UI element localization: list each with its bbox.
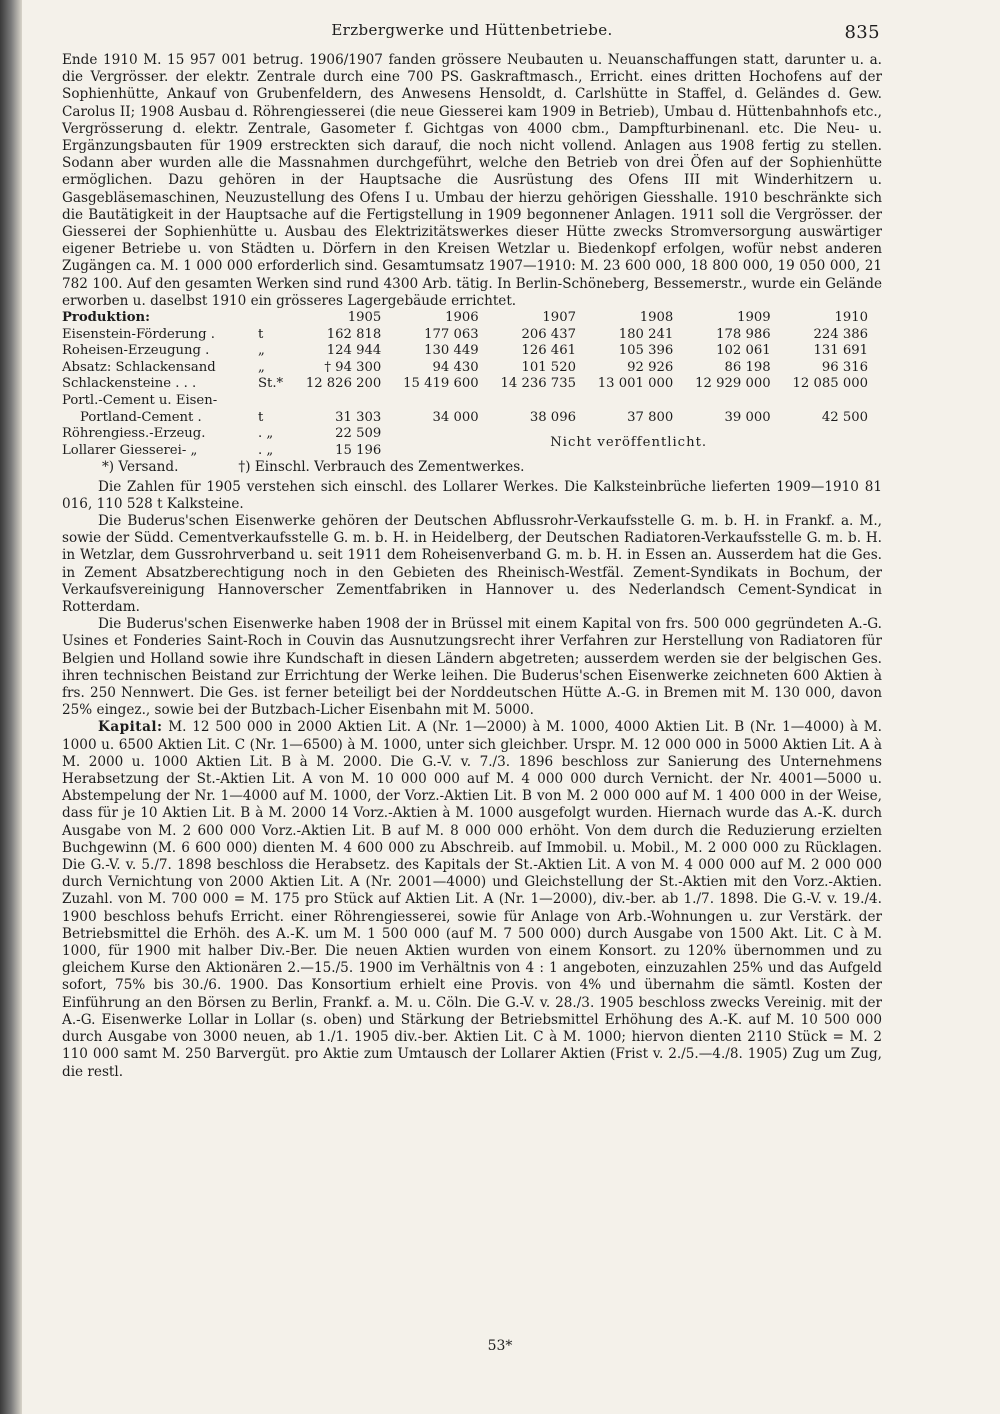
table-cell: 42 500 — [821, 409, 868, 425]
paragraph-memberships: Die Buderus'schen Eisenwerke gehören der Deutschen Abflussrohr-Verkaufsstelle G. m. b. H. in Frankf. a. M., sowie der Südd. Cementverkaufsstelle G. m. b. H. in Heidelberg, der Deutschen Radiatoren-Verkaufsstelle G. m. b. H. in Wetzlar, dem Gussrohrverband u. seit 1911 dem Roheisenverband G. m. b. H. in Essen an. Ausserdem hat die Ges. in Zement Absatzberechtigung noch in den Gebieten des Rheinisch-Westfäl. Zement-Syndikats in Bochum, der Verkaufsvereinigung Hannoverscher Zementfabriken in Hannover u. des Nederlandsch Cement-Syndicat in Rotterdam. — [62, 513, 882, 616]
table-cell: 224 386 — [813, 326, 868, 342]
year-header: 1910 — [834, 310, 868, 326]
table-cell: 94 430 — [432, 359, 479, 375]
table-row — [62, 410, 872, 427]
table-row — [62, 327, 872, 344]
document-page — [62, 22, 882, 1081]
paragraph-limestone: Die Zahlen für 1905 verstehen sich einschl. des Lollarer Werkes. Die Kalksteinbrüche lieferten 1909—1910 81 016, 110 528 t Kalksteine. — [62, 478, 882, 512]
table-cell: 124 944 — [326, 343, 382, 359]
table-cell: 86 198 — [724, 359, 771, 375]
table-cell: 12 826 200 — [305, 376, 382, 392]
scan-binding-edge — [0, 0, 22, 1414]
table-row — [62, 360, 872, 377]
table-cell: 38 096 — [529, 409, 576, 425]
not-published-note: Nicht veröffentlicht. — [550, 434, 708, 450]
table-cell: 13 001 000 — [597, 376, 674, 392]
table-cell: 92 926 — [627, 359, 674, 375]
table-footnotes — [62, 459, 882, 476]
row-label: Portl.-Cement u. Eisen- — [62, 393, 218, 409]
year-header: 1905 — [347, 310, 382, 326]
table-row — [62, 393, 872, 410]
row-unit: . „ — [258, 442, 274, 458]
year-header: 1907 — [542, 310, 576, 326]
table-cell: 126 461 — [521, 343, 576, 359]
table-row — [62, 376, 872, 393]
paragraph-construction: Ende 1910 M. 15 957 001 betrug. 1906/1907 fanden grössere Neubauten u. Neuanschaffungen statt, darunter u. a. die Vergrösser. der elektr. Zentrale durch eine 700 PS. Gaskraftmasch., Erricht. eines dritten Hochofens auf der Sophienhütte, Ankauf von Grubenfeldern, des Anwesens Hensoldt, d. Carlshütte in Staffel, d. Geländes d. Gew. Carolus II; 1908 Ausbau d. Röhrengiesserei (die neue Giesserei kam 1909 in Betrieb), Umbau d. Hüttenbahnhofs etc., Vergrösserung d. elektr. Zentrale, Gasometer f. Gichtgas von 4000 cbm., Dampfturbinenanl. etc. Die Neu- u. Ergänzungsbauten für 1909 erstreckten sich darauf, die noch nicht vollend. Anlagen aus 1908 fertig zu stellen. Sodann aber wurden alle die Massnahmen durchgeführt, welche den Betrieb von drei Öfen auf der Sophienhütte ermöglichen. Dazu gehören in der Hauptsache die Ausrüstung des Ofens III mit Winderhitzern u. Gasgebläsemaschinen, Neuzustellung des Ofens I u. Umbau der hierzu gehörigen Giesshalle. 1910 beschränkte sich die Bautätigkeit in der Hauptsache auf die Fertigstellung in 1909 begonnener Anlagen. 1911 soll die Vergrösser. der Giesserei der Sophienhütte u. Ausbau des Elektrizitätswerkes dieser Hütte zwecks Stromversorgung auswärtiger eigener Betriebe u. von Städten u. Dörfern in den Kreisen Wetzlar u. Biedenkopf erfolgen, wofür nebst anderen Zugängen ca. M. 1 000 000 erforderlich sind. Gesamtumsatz 1907—1910: M. 23 600 000, 18 800 000, 19 050 000, 21 782 100. Auf den gesamten Werken sind rund 4300 Arb. tätig. In Berlin-Schöneberg, Bessemerstr., wurde ein Gelände erworben u. daselbst 1910 ein grösseres Lagergebäude errichtet. — [62, 52, 882, 309]
row-unit: „ — [258, 343, 265, 359]
capital-label: Kapital: — [98, 719, 163, 736]
table-cell: 130 449 — [424, 343, 479, 359]
table-cell: 131 691 — [813, 343, 868, 359]
table-row — [62, 426, 872, 443]
row-label: Schlackensteine . . . — [62, 376, 197, 392]
row-label: Roheisen-Erzeugung . — [62, 343, 210, 359]
page-number: 835 — [844, 22, 880, 43]
row-unit: t — [258, 326, 264, 342]
table-cell: 15 419 600 — [403, 376, 479, 392]
table-cell: 178 986 — [716, 326, 771, 342]
production-header-row — [62, 310, 872, 327]
table-cell: 12 085 000 — [792, 376, 868, 392]
table-cell: 34 000 — [432, 409, 479, 425]
footnote-versand: *) Versand. — [102, 459, 179, 476]
year-header: 1908 — [639, 310, 674, 326]
row-label: Absatz: Schlackensand — [62, 359, 216, 375]
production-table — [62, 310, 872, 459]
running-title: Erzbergwerke und Hüttenbetriebe. — [331, 21, 613, 39]
paragraph-capital — [62, 719, 882, 1080]
row-unit: St.* — [258, 376, 284, 392]
table-cell: 180 241 — [618, 326, 674, 342]
row-label: Lollarer Giesserei- „ — [62, 442, 198, 458]
table-cell: 105 396 — [618, 343, 674, 359]
row-unit: „ — [258, 359, 265, 375]
page-header — [62, 22, 882, 52]
table-cell: 102 061 — [716, 343, 771, 359]
capital-text: M. 12 500 000 in 2000 Aktien Lit. A (Nr. 1—2000) à M. 1000, 4000 Aktien Lit. B (Nr. 1—4000) à M. 1000 u. 6500 Aktien Lit. C (Nr. 1—6500) à M. 1000, unter sich gleichber. Urspr. M. 12 000 000 in 5000 Aktien Lit. A à M. 2000 u. 1000 Aktien Lit. B à M. 2000. Die G.-V. v. 7./3. 1896 beschloss zur Sanierung des Unternehmens Herabsetzung der St.-Aktien Lit. A von M. 10 000 000 auf M. 4 000 000 durch Vernicht. der Nr. 4001—5000 u. Abstempelung der Nr. 1—4000 auf M. 1000, der Vorz.-Aktien Lit. B von M. 2 000 000 auf M. 1 400 000 in der Weise, dass für je 10 Aktien Lit. B à M. 2000 14 Vorz.-Aktien à M. 1000 ausgefolgt wurden. Hiernach wurde das A.-K. durch Ausgabe von M. 2 600 000 Vorz.-Aktien Lit. B auf M. 8 000 000 erhöht. Von dem durch die Reduzierung erzielten Buchgewinn (M. 6 600 000) dienten M. 4 600 000 zu Abschreib. auf Immobil. u. Mobil., M. 2 000 000 zu Rücklagen. Die G.-V. v. 5./7. 1898 beschloss die Herabsetz. des Kapitals der St.-Aktien Lit. A von M. 4 000 000 auf M. 2 000 000 durch Vernichtung von 2000 Aktien Lit. A (Nr. 2001—4000) und Gleichstellung der St.-Aktien mit den Vorz.-Aktien. Zuzahl. von M. 700 000 = M. 175 pro Stück auf Aktien Lit. A (Nr. 1—2000), div.-ber. ab 1./7. 1898. Die G.-V. v. 19./4. 1900 beschloss behufs Erricht. einer Röhrengiesserei, sowie für Anlage von Arb.-Wohnungen u. zur Verstärk. der Betriebsmittel die Erhöh. des A.-K. um M. 1 500 000 (auf M. 7 500 000) durch Ausgabe von 1500 Akt. Lit. C à M. 1000, für 1900 mit halber Div.-Ber. Die neuen Aktien wurden von einem Konsort. zu 120% übernommen und zu gleichem Kurse den Aktionären 2.—15./5. 1900 im Verhältnis von 4 : 1 angeboten, einzuzahlen 25% und das Aufgeld sofort, 75% bis 30./6. 1900. Das Konsortium erhielt eine Provis. von 4% und übernahm die sämtl. Kosten der Einführung an den Börsen zu Berlin, Frankf. a. M. u. Cöln. Die G.-V. v. 28./3. 1905 beschloss zwecks Vereinig. mit der A.-G. Eisenwerke Lollar in Lollar (s. oben) und Stärkung der Betriebsmittel Erhöhung des A.-K. auf M. 10 500 000 durch Ausgabe von 3000 neuen, ab 1./1. 1905 div.-ber. Aktien Lit. C à M. 1000; hiervon dienten 2110 Stück = M. 2 110 000 samt M. 250 Barvergüt. pro Aktie zum Umtausch der Lollarer Aktien (Frist v. 2./5.—4./8. 1905) Zug um Zug, die restl. — [62, 719, 882, 1080]
production-heading: Produktion: — [62, 310, 150, 326]
table-cell: 162 818 — [326, 326, 382, 342]
table-cell: 177 063 — [424, 326, 479, 342]
table-cell: 96 316 — [821, 359, 868, 375]
row-label: Portland-Cement . — [80, 409, 202, 425]
footnote-einschl: †) Einschl. Verbrauch des Zementwerkes. — [238, 459, 525, 476]
table-cell: 31 303 — [335, 409, 382, 425]
table-cell: 15 196 — [335, 442, 382, 458]
table-cell: 101 520 — [521, 359, 576, 375]
year-header: 1909 — [737, 310, 771, 326]
table-cell: 14 236 735 — [500, 376, 576, 392]
row-unit: t — [258, 409, 264, 425]
row-unit: . „ — [258, 426, 274, 442]
paragraph-belgium: Die Buderus'schen Eisenwerke haben 1908 der in Brüssel mit einem Kapital von frs. 500 000 gegründeten A.-G. Usines et Fonderies Saint-Roch in Couvin das Ausnutzungsrecht ihrer Verfahren zur Herstellung von Radiatoren für Belgien und Holland sowie ihre Kundschaft in diesen Ländern abgetreten; ausserdem werden sie der belgischen Ges. ihren technischen Beistand zur Errichtung der Werke leihen. Die Buderus'schen Eisenwerke zeichneten 600 Aktien à frs. 250 Nennwert. Die Ges. ist ferner beteiligt bei der Norddeutschen Hütte A.-G. in Bremen mit M. 130 000, davon 25% eingez., sowie bei der Butzbach-Licher Eisenbahn mit M. 5000. — [62, 616, 882, 719]
year-header: 1906 — [445, 310, 479, 326]
table-row — [62, 343, 872, 360]
table-cell: † 94 300 — [324, 359, 382, 375]
table-cell: 12 929 000 — [695, 376, 771, 392]
table-cell: 22 509 — [335, 426, 382, 442]
row-label: Röhrengiess.-Erzeug. — [62, 426, 206, 442]
signature-mark: 53* — [487, 1338, 513, 1354]
row-label: Eisenstein-Förderung . — [62, 326, 215, 342]
table-cell: 206 437 — [521, 326, 576, 342]
table-cell: 39 000 — [724, 409, 771, 425]
table-cell: 37 800 — [627, 409, 674, 425]
